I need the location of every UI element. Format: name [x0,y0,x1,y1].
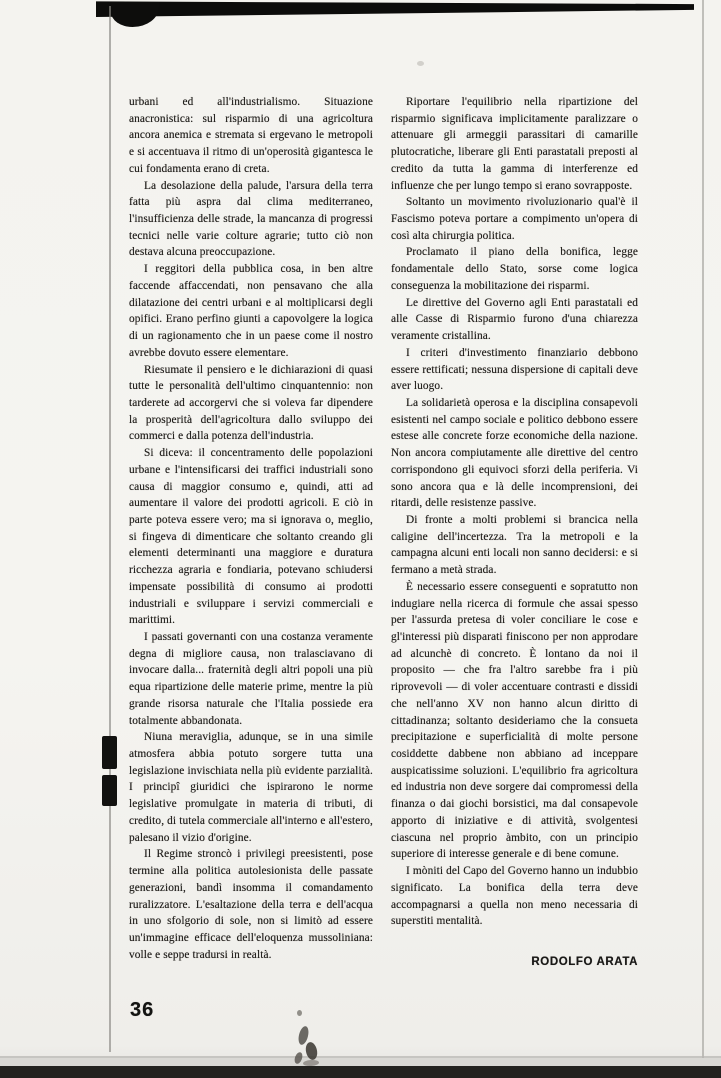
left-page-edge-line [109,6,111,1052]
paragraph: I passati governanti con una costanza veramente degna di migliore causa, non tralasciavano di invocare dalla... fraternità degli altri popoli una più equa ripartizione delle materie prime, mentre la più grande risorsa naturale che l'Italia possiede era totalmente abbandonata. [129,631,373,727]
top-scan-bar [96,0,694,17]
paragraph: Di fronte a molti problemi si brancica nella caligine dell'incertezza. Tra la metropoli e la campagna alcuni enti locali non sanno decidersi: e si fermano a metà strada. [391,513,638,577]
paragraph: I reggitori della pubblica cosa, in ben altre faccende affaccendati, non pensavano che alla dilatazione dei centri urbani e al moltiplicarsi degli opifici. Erano perfino giunti a capovolgere la logica di un ragionamento che in un paese come il nostro avrebbe dovuto essere elementare. [129,263,373,359]
ink-smudge-blot [303,1059,319,1066]
paragraph: I mòniti del Capo del Governo hanno un indubbio significato. La bonifica della terra deve accompagnarsi a quella non meno necessaria di superstiti mentalità. [391,865,638,928]
paragraph: È necessario essere conseguenti e sopratutto non indugiare nella ricerca di formule che assai spesso per l'assurda pretesa di voler conciliare le cose e gl'interessi più disparati finiscono per non approdare ad alcunchè di concreto. È lontano da noi il proposito — che fra l'altro sarebbe fra i più riprovevoli — di voler accentuare contrasti e dissidi che nell'anno XV non hanno alcun diritto di cittadinanza; soltanto desideriamo che la consueta precipitazione e superficialità di molte persone cosiddette dabbene non abbiano ad inceppare auspicatissime soluzioni. L'equilibrio fra agricoltura ed industria non deve sorgere dai compromessi della finanza o dai giochi borsistici, ma dal consapevole apporto di iniziative e di attività, svolgentesi ciascuna nel proprio àmbito, con un principio superiore di interesse generale e di bene comune. [391,580,638,861]
text-column-right [391,94,638,930]
paragraph: Riesumate il pensiero e le dichiarazioni di quasi tutte le personalità dell'ultimo cinquantennio: non tarderete ad accorgervi che si voleva far dipendere la prosperità dell'agricoltura dallo sviluppo dei commerci e dalla potenza dell'industria. [129,363,373,443]
paragraph: I criteri d'investimento finanziario debbono essere rettificati; nessuna dispersione di capitali deve aver luogo. [391,346,638,393]
text-column-left [129,94,373,963]
paragraph: Si diceva: il concentramento delle popolazioni urbane e l'intensificarsi dei traffici industriali sono causa di maggior consumo e, quindi, atti ad aumentare il valore dei prodotti agricoli. E ciò in parte poteva essere vero; ma si ignorava o, meglio, si fingeva di dimenticare che soltanto creando gli elementi determinanti una maggiore e duratura ricchezza agraria e fondiaria, potevano schiudersi impensate possibilità di consumo ai prodotti industriali e sviluppare i servizi commerciali e marittimi. [129,447,373,627]
bottom-scan-band [0,1058,721,1066]
ink-smudge-blot [304,1041,319,1061]
paragraph: Soltanto un movimento rivoluzionario qual'è il Fascismo poteva portare a compimento un'opera di così alta chirurgia politica. [391,196,638,242]
ink-smudge-dot [297,1010,302,1016]
paragraph: Il Regime stroncò i privilegi preesistenti, pose termine alla politica autolesionista delle passate generazioni, bandì insomma il comandamento ruralizzatore. L'esaltazione della terra e dell'acqua in uno sfolgorio di sole, non si limitò ad essere un'immagine efficace dell'eloquenza mussoliniana: volle e seppe tradursi in realtà. [129,848,373,961]
paragraph: Riportare l'equilibrio nella ripartizione del risparmio significava implicitamente paralizzare o attenuare gli armeggii parassitari di camarille plutocratiche, liberare gli Enti parastatali preposti al credito da tutta la gamma di interferenze ed influenze che per lungo tempo si erano sovrapposte. [391,96,638,192]
author-byline: RODOLFO ARATA [531,956,638,968]
paragraph: Le direttive del Governo agli Enti parastatali ed alle Casse di Risparmio furono d'una chiarezza veramente cristallina. [391,296,638,343]
paragraph: La solidarietà operosa e la disciplina consapevoli esistenti nel campo sociale e politico debbono essere estese alle concrete forze economiche della nazione. Non ancora compiutamente alle direttive del centro corrispondono gli equivoci sforzi della periferia. Vi sono ancora qua e là delle incomprensioni, dei ritardi, delle resistenze passive. [391,396,638,510]
paragraph: Proclamato il piano della bonifica, legge fondamentale dello Stato, sorse come logica conseguenza la mobilitazione dei risparmi. [391,246,638,292]
ink-smudge [283,1008,328,1070]
top-scan-ink-blob [111,2,159,27]
paragraph: La desolazione della palude, l'arsura della terra fatta più aspra dal clima mediterraneo, l'insufficienza delle strade, la mancanza di progressi tecnici nelle varie colture agrarie; tutto ciò non destava alcuna preoccupazione. [129,179,373,259]
paragraph: Niuna meraviglia, adunque, se in una simile atmosfera abbia potuto sorgere tutta una legislazione invischiata nella più evidente parzialità. I principî giuridici che ispirarono le norme legislative promulgate in materia di tributi, di credito, di tutela commerciale all'interno e all'estero, palesano il vizio d'origine. [129,731,373,844]
page-number: 36 [130,999,155,1021]
left-edge-ink-mark [102,775,117,806]
right-page-edge-line [702,0,704,1078]
paper-speck [417,61,424,66]
left-edge-ink-mark [102,736,117,769]
bottom-scan-bar [0,1066,721,1078]
paragraph: urbani ed all'industrialismo. Situazione anacronistica: sul risparmio di una agricoltura ancora anemica e stremata si ergevano le metropoli e si accentuava il ritmo di un'operosità gigantesca le cui fondamenta erano di creta. [129,96,373,175]
